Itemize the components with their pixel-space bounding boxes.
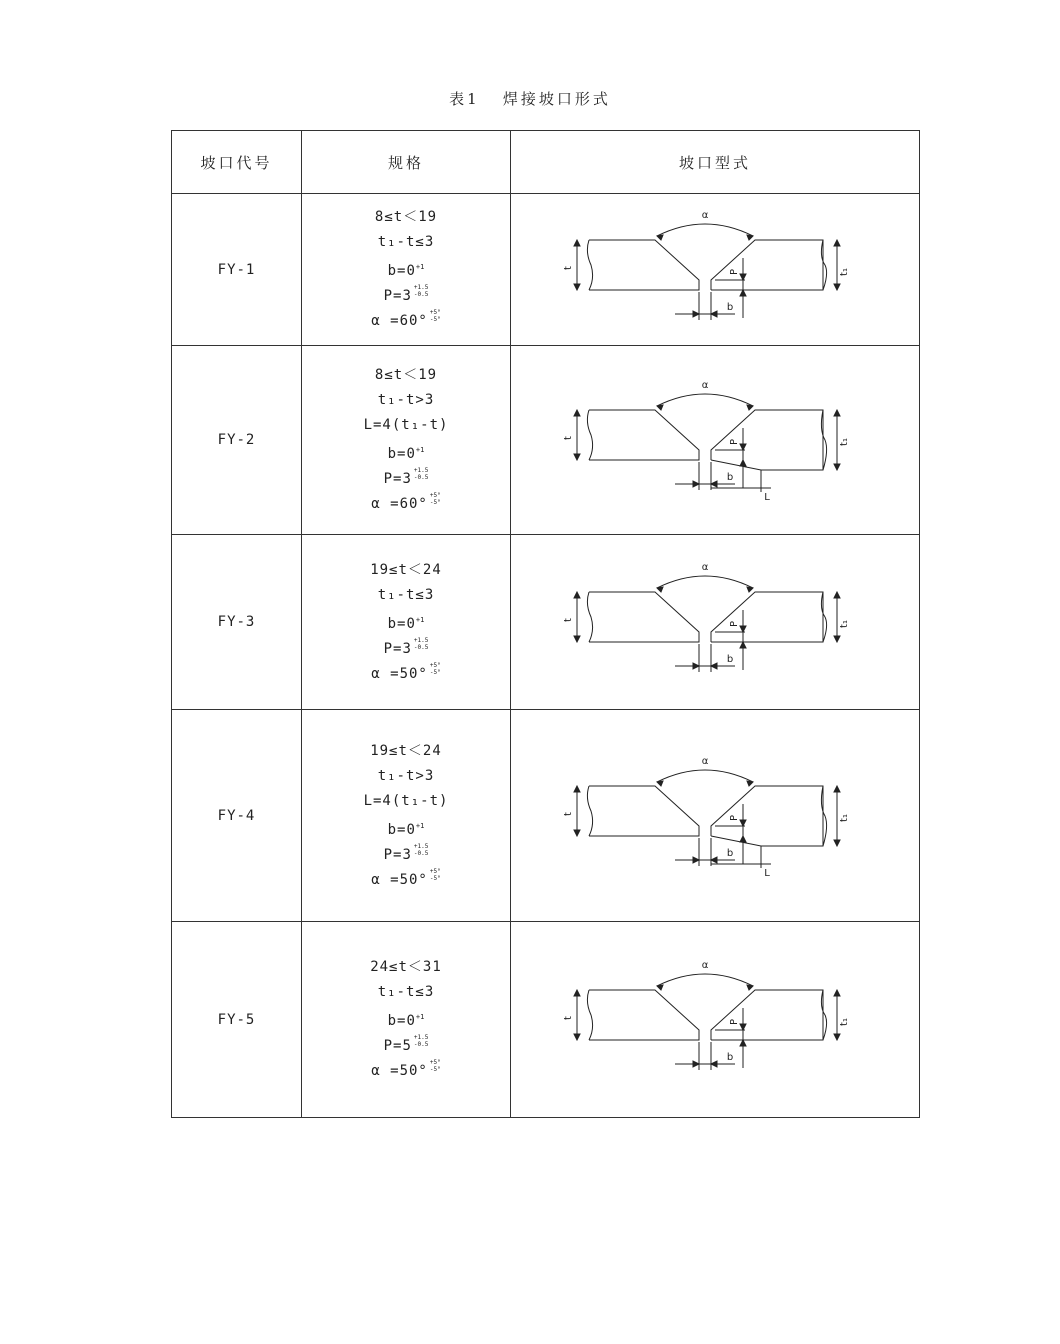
thickness-range-value: 19≤t＜24: [370, 561, 442, 578]
root-face-tolerance-upper: +1.5: [413, 1034, 429, 1041]
t-label: t: [563, 618, 574, 622]
groove-code: FY-5: [172, 922, 302, 1118]
header-shape: 坡口型式: [511, 131, 920, 194]
root-face-tolerance-upper: +1.5: [413, 284, 429, 291]
thickness-difference-value: t₁-t>3: [377, 392, 435, 408]
root-face-tolerance-upper: +1.5: [413, 636, 429, 644]
groove-angle-tolerance-upper: +5°: [429, 1059, 441, 1066]
groove-angle-value: α =50°: [371, 1063, 428, 1079]
root-face-p: [302, 467, 510, 492]
root-face-p: [302, 1034, 510, 1059]
gap-b-tolerance: +1: [415, 821, 425, 830]
table-caption: [0, 88, 1060, 109]
root-face-p: [302, 843, 510, 868]
thickness-difference-value: t₁-t≤3: [377, 984, 435, 1000]
t1-label: t₁: [839, 267, 850, 276]
gap-b: [302, 1005, 510, 1034]
groove-angle-tolerance: [430, 309, 441, 323]
thickness-range: [302, 955, 510, 980]
thickness-difference-value: t₁-t≤3: [377, 234, 435, 250]
groove-angle: [302, 662, 510, 687]
groove-angle-tolerance: [430, 662, 441, 676]
root-face-tolerance: [414, 637, 428, 651]
root-face-p: [302, 637, 510, 662]
groove-angle-tolerance-upper: +5°: [429, 492, 441, 499]
groove-angle-tolerance-lower: -5°: [429, 1066, 441, 1073]
p-label: P: [729, 438, 740, 446]
gap-b-value: b=0: [387, 821, 416, 838]
b-label: b: [726, 301, 734, 313]
groove-angle-tolerance: [430, 1059, 441, 1073]
root-face-tolerance-lower: -0.5: [413, 291, 429, 298]
gap-b-value: b=0: [387, 446, 416, 462]
header-code: 坡口代号: [172, 131, 302, 194]
groove-spec: [302, 194, 511, 346]
groove-drawing: [563, 755, 865, 879]
thickness-range: [302, 205, 510, 230]
gap-b-tolerance: +1: [415, 263, 425, 271]
root-face-p: [302, 284, 510, 309]
root-face-tolerance: [414, 284, 428, 298]
groove-angle: [302, 492, 510, 517]
groove-angle-value: α =50°: [371, 665, 428, 682]
groove-angle: [302, 868, 510, 893]
alpha-label: α: [701, 209, 709, 221]
groove-table: [171, 130, 920, 1118]
l-label: L: [764, 867, 770, 879]
root-face-tolerance: [414, 467, 428, 481]
gap-b: [302, 814, 510, 843]
taper-length: [302, 413, 510, 438]
root-face-tolerance-lower: -0.5: [413, 474, 429, 481]
root-face-p-value: P=3: [383, 640, 412, 657]
t1-label: t₁: [839, 438, 850, 446]
thickness-range: [302, 363, 510, 388]
gap-b-tolerance: +1: [415, 1013, 425, 1021]
alpha-label: α: [701, 959, 709, 971]
thickness-difference: [302, 764, 510, 789]
b-label: b: [726, 847, 734, 859]
groove-angle-tolerance-lower: -5°: [429, 316, 441, 323]
gap-b: [302, 438, 510, 467]
root-face-tolerance: [414, 1034, 428, 1048]
groove-code: FY-3: [172, 535, 302, 710]
gap-b-value: b=0: [387, 1013, 416, 1029]
root-face-p-value: P=5: [383, 1038, 412, 1054]
thickness-difference: [302, 980, 510, 1005]
thickness-difference: [302, 583, 510, 608]
table-row: [172, 194, 920, 346]
caption-title: 焊接坡口形式: [502, 90, 611, 108]
taper-length-value: L=4(t₁-t): [363, 792, 449, 809]
b-label: b: [726, 472, 734, 483]
groove-angle-tolerance: [430, 492, 441, 506]
header-row: [172, 131, 920, 194]
p-label: P: [729, 814, 740, 821]
thickness-range-value: 24≤t＜31: [370, 959, 442, 975]
root-face-tolerance-upper: +1.5: [413, 842, 429, 850]
groove-drawing: [565, 210, 865, 330]
taper-length-value: L=4(t₁-t): [363, 417, 449, 433]
p-label: P: [729, 620, 740, 628]
alpha-label: α: [701, 755, 709, 767]
gap-b: [302, 608, 510, 637]
alpha-label: α: [701, 562, 709, 573]
p-label: P: [729, 1018, 740, 1025]
groove-shape: [511, 922, 920, 1118]
groove-code: FY-2: [172, 346, 302, 535]
thickness-difference-value: t₁-t≤3: [377, 586, 435, 603]
t1-label: t₁: [839, 620, 850, 628]
b-label: b: [726, 654, 734, 665]
groove-angle-tolerance-lower: -5°: [429, 499, 441, 506]
groove-spec: [302, 346, 511, 535]
taper-length: [302, 789, 510, 814]
t-label: t: [563, 436, 574, 440]
groove-drawing: [563, 380, 865, 503]
root-face-tolerance-lower: -0.5: [413, 1041, 429, 1048]
root-face-tolerance-upper: +1.5: [413, 467, 429, 474]
groove-spec: [302, 535, 511, 710]
groove-angle-tolerance: [430, 868, 441, 882]
root-face-p-value: P=3: [383, 471, 412, 487]
alpha-label: α: [701, 380, 709, 391]
header-spec: 规格: [302, 131, 511, 194]
groove-spec: [302, 922, 511, 1118]
table-row: [172, 535, 920, 710]
thickness-range-value: 8≤t＜19: [374, 209, 438, 225]
t-label: t: [563, 265, 574, 270]
p-label: P: [729, 268, 740, 275]
groove-angle-value: α =60°: [371, 313, 428, 329]
table-row: [172, 922, 920, 1118]
t-label: t: [563, 1015, 574, 1020]
groove-code: FY-1: [172, 194, 302, 346]
groove-angle: [302, 1059, 510, 1084]
gap-b-value: b=0: [387, 615, 416, 632]
b-label: b: [726, 1051, 734, 1063]
groove-drawing: [565, 960, 865, 1080]
gap-b-tolerance: +1: [415, 615, 425, 624]
groove-angle-value: α =60°: [371, 496, 428, 512]
groove-shape: [511, 710, 920, 922]
t1-label: t₁: [839, 813, 850, 822]
groove-code: FY-4: [172, 710, 302, 922]
table-row: [172, 346, 920, 535]
groove-spec: [302, 710, 511, 922]
groove-angle-tolerance-upper: +5°: [429, 661, 441, 669]
groove-drawing: [565, 562, 865, 682]
groove-shape: [511, 194, 920, 346]
groove-angle-tolerance-lower: -5°: [429, 668, 441, 676]
l-label: L: [764, 492, 770, 503]
table-row: [172, 710, 920, 922]
groove-shape: [511, 346, 920, 535]
thickness-range: [302, 558, 510, 583]
root-face-p-value: P=3: [383, 288, 412, 304]
root-face-p-value: P=3: [383, 846, 412, 863]
thickness-range-value: 8≤t＜19: [374, 367, 438, 383]
gap-b-tolerance: +1: [415, 446, 425, 454]
groove-angle-tolerance-upper: +5°: [429, 309, 441, 316]
gap-b: [302, 255, 510, 284]
root-face-tolerance-lower: -0.5: [413, 849, 429, 857]
t-label: t: [563, 811, 574, 816]
groove-shape: [511, 535, 920, 710]
groove-angle-value: α =50°: [371, 871, 428, 888]
thickness-range-value: 19≤t＜24: [370, 742, 442, 759]
thickness-difference-value: t₁-t>3: [377, 767, 435, 784]
thickness-difference: [302, 230, 510, 255]
root-face-tolerance: [414, 843, 428, 857]
gap-b-value: b=0: [387, 263, 416, 279]
t1-label: t₁: [839, 1017, 850, 1026]
caption-label: 表1: [449, 90, 480, 108]
groove-angle-tolerance-upper: +5°: [429, 867, 441, 875]
groove-angle-tolerance-lower: -5°: [429, 874, 441, 882]
groove-angle: [302, 309, 510, 334]
root-face-tolerance-lower: -0.5: [413, 643, 429, 651]
thickness-range: [302, 739, 510, 764]
thickness-difference: [302, 388, 510, 413]
